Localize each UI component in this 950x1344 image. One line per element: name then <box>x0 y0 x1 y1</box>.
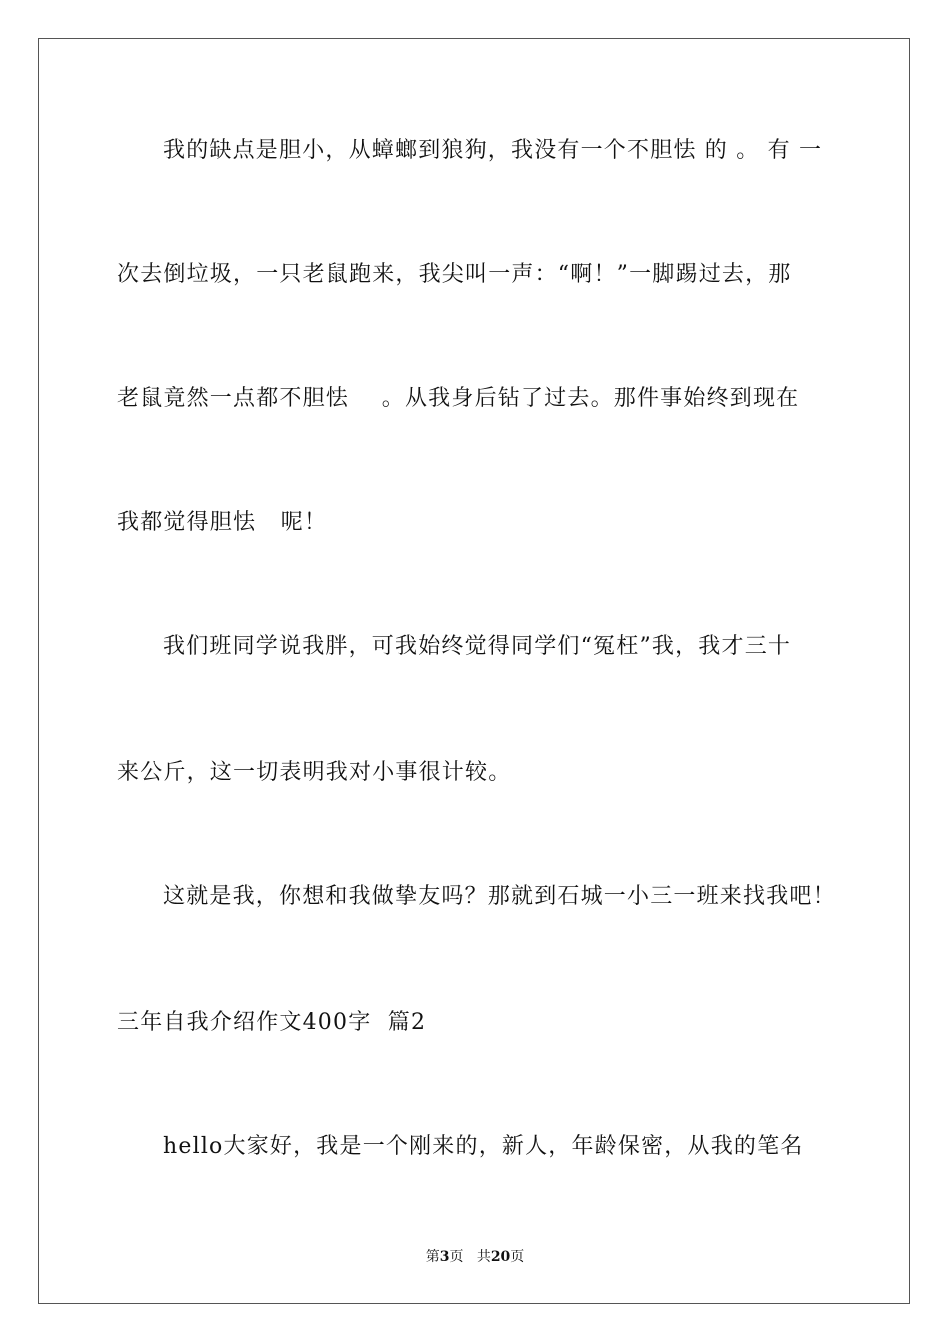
paragraph-line-1: 我的缺点是胆小，从蟑螂到狼狗，我没有一个不胆怯 的 。 有 一 <box>163 138 823 163</box>
footer-total-prefix: 共 <box>476 1249 491 1265</box>
paragraph-line-4: 我都觉得胆怯 呢！ <box>117 510 328 535</box>
section-heading: 三年自我介绍作文400字 篇2 <box>117 1010 427 1035</box>
paragraph-line-7: 这就是我，你想和我做挚友吗？那就到石城一小三一班来找我吧！ <box>163 884 836 909</box>
paragraph-line-5: 我们班同学说我胖，可我始终觉得同学们“冤枉”我，我才三十 <box>163 634 792 659</box>
footer-page-suffix: 页 <box>449 1249 464 1265</box>
page-footer <box>0 1248 950 1266</box>
paragraph-line-3: 老鼠竟然一点都不胆怯 。从我身后钻了过去。那件事始终到现在 <box>117 386 800 411</box>
footer-total-suffix: 页 <box>510 1249 525 1265</box>
footer-page-prefix: 第 <box>425 1249 440 1265</box>
paragraph-line-6: 来公斤，这一切表明我对小事很计较。 <box>117 760 512 785</box>
footer-page-number: 3 <box>439 1249 450 1265</box>
paragraph-line-9: hello大家好，我是一个刚来的，新人，年龄保密，从我的笔名 <box>163 1134 804 1159</box>
footer-total-number: 20 <box>490 1249 511 1265</box>
paragraph-line-2: 次去倒垃圾，一只老鼠跑来，我尖叫一声：“啊！”一脚踢过去，那 <box>117 262 792 287</box>
page-frame <box>38 38 910 1304</box>
